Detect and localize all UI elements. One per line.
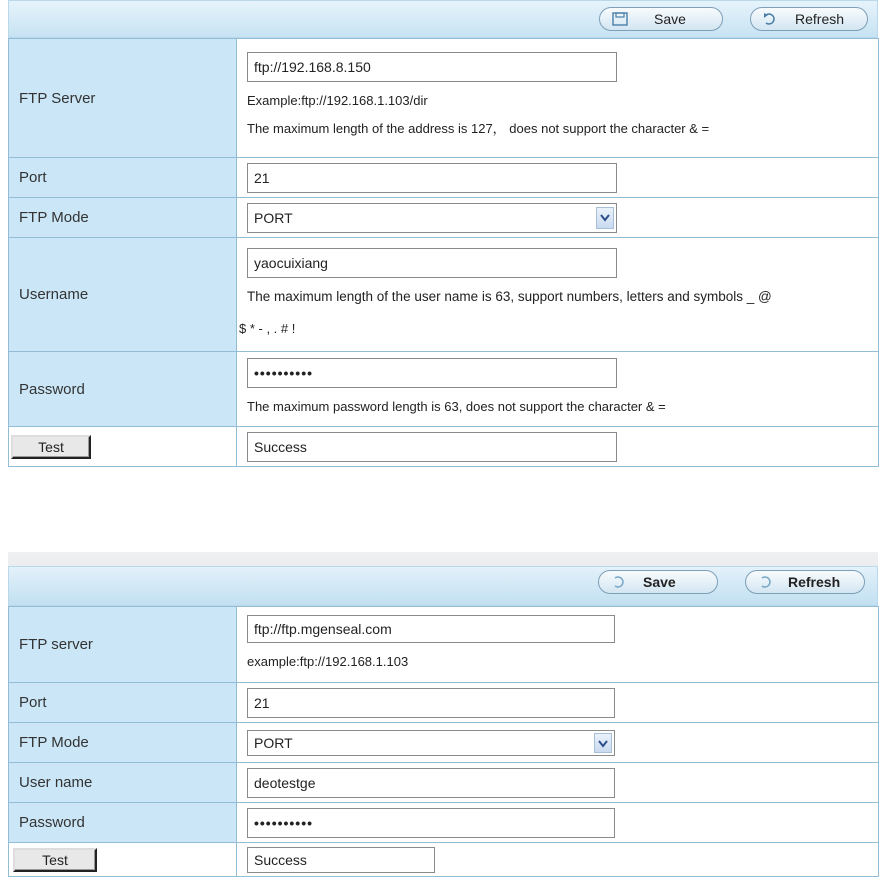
ftp-mode-select[interactable] xyxy=(247,730,615,756)
ftp-mode-value: PORT xyxy=(254,734,293,751)
ftp-form-table xyxy=(8,606,879,877)
ftp-server-input[interactable]: ftp://192.168.8.150 xyxy=(247,52,617,82)
password-input[interactable]: •••••••••• xyxy=(247,808,615,838)
ftp-server-label: FTP Server xyxy=(9,39,237,158)
refresh-arrow-icon xyxy=(758,575,774,589)
ftp-settings-panel-1 xyxy=(8,0,878,467)
password-label: Password xyxy=(9,803,237,843)
ftp-server-example: example:ftp://192.168.1.103 xyxy=(247,653,409,669)
refresh-label: Refresh xyxy=(788,574,841,590)
username-note-2: $ * - , . # ! xyxy=(239,320,296,336)
port-input[interactable]: 21 xyxy=(247,688,615,718)
refresh-arrow-icon xyxy=(611,575,627,589)
refresh-button[interactable] xyxy=(750,7,868,31)
ftp-server-note: The maximum length of the address is 127， does not support the character & = xyxy=(247,121,710,136)
chevron-down-icon[interactable] xyxy=(594,733,612,753)
refresh-button[interactable] xyxy=(745,570,865,594)
chevron-down-icon[interactable] xyxy=(596,207,614,229)
save-label: Save xyxy=(643,574,676,590)
save-label: Save xyxy=(654,11,686,27)
password-input[interactable]: •••••••••• xyxy=(247,358,617,388)
username-label: User name xyxy=(9,763,237,803)
username-input[interactable]: deotestge xyxy=(247,768,615,798)
save-button[interactable] xyxy=(599,7,723,31)
username-input[interactable]: yaocuixiang xyxy=(247,248,617,278)
floppy-disk-icon xyxy=(612,12,628,26)
refresh-arrow-icon xyxy=(763,12,779,26)
test-result-field: Success xyxy=(247,432,617,462)
toolbar xyxy=(8,552,878,606)
ftp-form-table xyxy=(8,38,879,467)
port-label: Port xyxy=(9,683,237,723)
save-button[interactable] xyxy=(598,570,718,594)
username-note-1: The maximum length of the user name is 63, support numbers, letters and symbols _ @ xyxy=(247,288,772,304)
ftp-server-example: Example:ftp://192.168.1.103/dir xyxy=(247,93,428,108)
port-label: Port xyxy=(9,158,237,198)
password-note: The maximum password length is 63, does not support the character & = xyxy=(247,399,666,414)
test-button[interactable]: Test xyxy=(11,435,91,459)
ftp-mode-value: PORT xyxy=(254,209,293,226)
test-result-field: Success xyxy=(247,847,435,873)
test-button[interactable]: Test xyxy=(13,848,97,872)
refresh-label: Refresh xyxy=(795,11,845,27)
ftp-mode-label: FTP Mode xyxy=(9,723,237,763)
username-label: Username xyxy=(9,238,237,352)
ftp-server-input[interactable]: ftp://ftp.mgenseal.com xyxy=(247,615,615,643)
ftp-settings-panel-2 xyxy=(8,552,878,877)
toolbar xyxy=(8,0,878,38)
ftp-mode-select[interactable] xyxy=(247,203,617,233)
ftp-mode-label: FTP Mode xyxy=(9,198,237,238)
port-input[interactable]: 21 xyxy=(247,163,617,193)
ftp-server-label: FTP server xyxy=(9,607,237,683)
password-label: Password xyxy=(9,352,237,427)
